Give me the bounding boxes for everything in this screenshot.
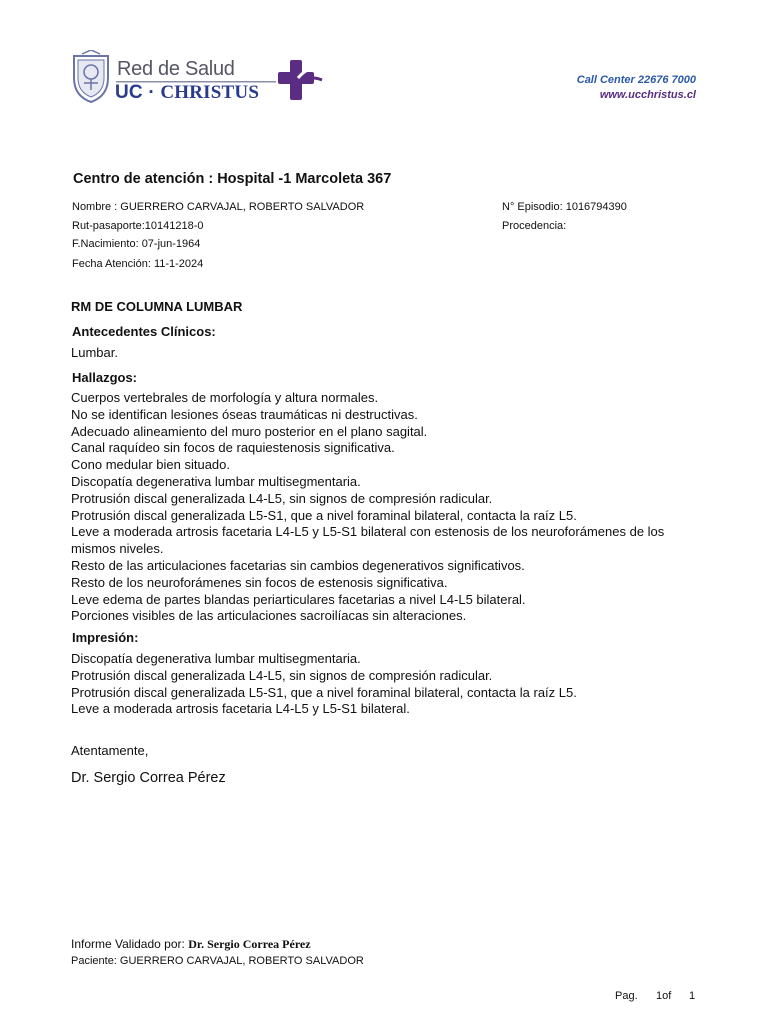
hallazgos-heading: Hallazgos: [72, 370, 138, 385]
hallazgo-line: Cono medular bien situado. [71, 457, 230, 473]
impresion-line: Leve a moderada artrosis facetaria L4-L5 y L5-S1 bilateral. [71, 701, 410, 717]
hallazgo-line: Adecuado alineamiento del muro posterior en el plano sagital. [71, 423, 428, 439]
hallazgo-line: Protrusión discal generalizada L4-L5, sin signos de compresión radicular. [71, 490, 493, 506]
footer-patient: Paciente: GUERRERO CARVAJAL, ROBERTO SALVADOR [71, 955, 364, 967]
validated-name: Dr. Sergio Correa Pérez [188, 937, 311, 951]
hallazgo-line: Porciones visibles de las articulaciones sacroilíacas sin alteraciones. [71, 608, 467, 624]
validated-label: Informe Validado por: [71, 937, 185, 951]
impresion-line: Discopatía degenerativa lumbar multisegmentaria. [71, 651, 361, 666]
page-label: Pag. [615, 990, 638, 1002]
brand-line2 [115, 82, 259, 104]
signer-name: Dr. Sergio Correa Pérez [71, 770, 226, 786]
patient-name: Nombre : GUERRERO CARVAJAL, ROBERTO SALVADOR [72, 201, 365, 213]
antecedentes-heading: Antecedentes Clínicos: [72, 324, 216, 339]
attention-date: Fecha Atención: 11-1-2024 [72, 258, 204, 270]
impresion-list [71, 651, 681, 718]
centro-atencion-heading: Centro de atención : Hospital -1 Marcoleta 367 [73, 171, 392, 187]
hallazgo-line: No se identifican lesiones óseas traumáticas ni destructivas. [71, 406, 418, 422]
impresion-heading: Impresión: [72, 630, 139, 645]
red-de-salud-uc-christus-logo [70, 50, 330, 106]
brand-uc: UC [115, 82, 143, 103]
christus-cross-icon [276, 58, 324, 104]
antecedentes-text: Lumbar. [71, 345, 118, 360]
exam-title: RM DE COLUMNA LUMBAR [71, 299, 243, 314]
crest-icon [70, 50, 112, 104]
hallazgo-line: Discopatía degenerativa lumbar multisegmentaria. [71, 473, 361, 489]
hallazgo-line: Leve edema de partes blandas periarticulares facetarias a nivel L4-L5 bilateral. [71, 591, 526, 607]
patient-birthdate: F.Nacimiento: 07-jun-1964 [72, 238, 201, 250]
contact-block [577, 74, 696, 101]
hallazgo-line: Leve a moderada artrosis facetaria L4-L5 y L5-S1 bilateral con estenosis de los neuroforámenes de los mismos niveles. [71, 524, 665, 557]
hallazgo-line: Cuerpos vertebrales de morfología y altura normales. [71, 390, 379, 405]
brand-line1: Red de Salud [117, 58, 235, 80]
hallazgos-list [71, 390, 681, 625]
episode-number: N° Episodio: 1016794390 [502, 201, 627, 213]
brand-separator: · [148, 82, 155, 103]
hallazgo-line: Canal raquídeo sin focos de raquiestenosis significativa. [71, 440, 395, 456]
closing-salutation: Atentamente, [71, 743, 149, 758]
patient-rut: Rut-pasaporte:10141218-0 [72, 220, 204, 232]
call-center: Call Center 22676 7000 [576, 74, 696, 86]
procedencia: Procedencia: [502, 220, 567, 232]
hallazgo-line: Resto de los neuroforámenes sin focos de estenosis significativa. [71, 574, 448, 590]
page-total: 1 [689, 990, 696, 1002]
impresion-line: Protrusión discal generalizada L5-S1, que a nivel foraminal bilateral, contacta la raíz L5. [71, 684, 577, 700]
impresion-line: Protrusión discal generalizada L4-L5, sin signos de compresión radicular. [71, 667, 493, 683]
validated-by [71, 937, 311, 952]
brand-christus: CHRISTUS [160, 82, 260, 103]
page-current: 1of [656, 990, 672, 1002]
website-link[interactable]: www.ucchristus.cl [599, 89, 696, 101]
hallazgo-line: Protrusión discal generalizada L5-S1, que a nivel foraminal bilateral, contacta la raíz L5. [71, 507, 577, 523]
hallazgo-line: Resto de las articulaciones facetarias sin cambios degenerativos significativos. [71, 557, 525, 573]
